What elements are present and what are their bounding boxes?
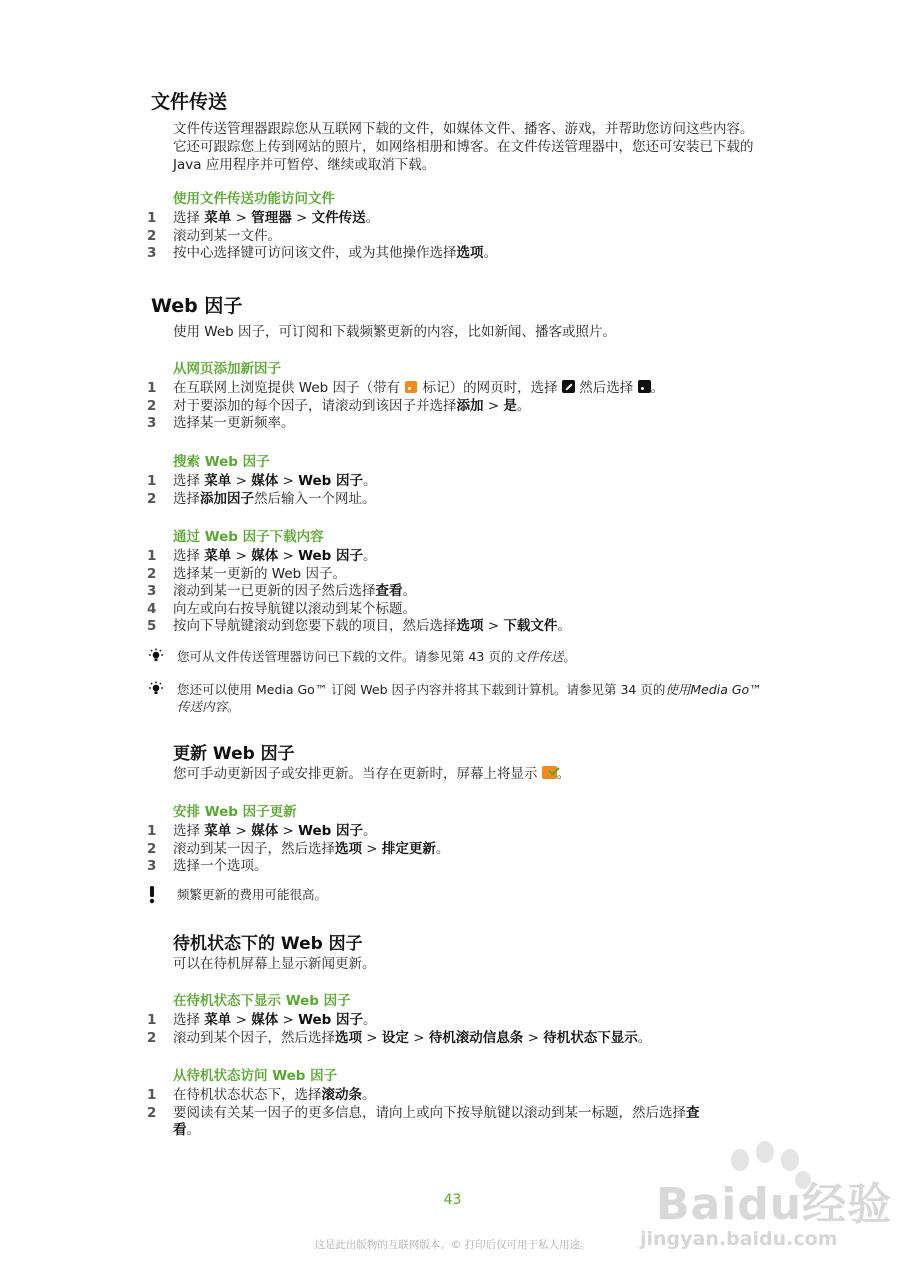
download-feed-steps <box>147 548 767 636</box>
add-feed-steps <box>147 380 767 433</box>
section-title-file-transfer: 文件传送 <box>151 91 228 113</box>
warning-icon <box>147 886 177 908</box>
watermark-brand: Baidu经验 <box>656 1179 893 1230</box>
step-item: 2 选择某一更新的 Web 因子。 <box>147 565 347 582</box>
step-item: 2 滚动到某一文件。 <box>147 227 281 244</box>
step-item: 2 选择添加因子然后输入一个网址。 <box>147 490 376 507</box>
tip-note: 您还可以使用 Media Go™ 订阅 Web 因子内容并将其下载到计算机。请参见第 34 页的使用Media Go™ 传送内容。 <box>147 681 767 715</box>
update-intro: 您可手动更新因子或安排更新。当存在更新时，屏幕上将显示 。 <box>173 766 571 782</box>
download-feed-subtitle: 通过 Web 因子下载内容 <box>173 529 324 545</box>
step-item: 5 按向下导航键滚动到您要下载的项目，然后选择选项 > 下载文件。 <box>147 618 571 635</box>
web-feeds-intro: 使用 Web 因子，可订阅和下载频繁更新的内容，比如新闻、播客或照片。 <box>173 324 617 340</box>
feed-icon <box>638 380 651 393</box>
step-item: 1 选择 菜单 > 媒体 > Web 因子。 <box>147 1012 377 1028</box>
standby-access-steps <box>147 1087 717 1140</box>
step-item: 4 向左或向右按导航键以滚动到某个标题。 <box>147 600 416 617</box>
standby-intro: 可以在待机屏幕上显示新闻更新。 <box>173 956 376 972</box>
step-item: 1 选择 菜单 > 管理器 > 文件传送。 <box>147 210 380 226</box>
warning-note: 频繁更新的费用可能很高。 <box>147 886 767 908</box>
step-item: 2 滚动到某个因子，然后选择选项 > 设定 > 待机滚动信息条 > 待机状态下显示。 <box>147 1029 652 1046</box>
rss-icon <box>405 381 417 393</box>
search-feed-steps <box>147 473 767 508</box>
step-item: 3 选择一个选项。 <box>147 858 268 875</box>
section-title-update: 更新 Web 因子 <box>173 744 295 764</box>
step-item: 2 滚动到某一因子，然后选择选项 > 排定更新。 <box>147 840 450 857</box>
file-transfer-intro: 文件传送管理器跟踪您从互联网下载的文件，如媒体文件、播客、游戏，并帮助您访问这些内容。它还可跟踪您上传到网站的照片，如网络相册和博客。在文件传送管理器中，您还可安装已下载的 Java 应用程序并可暂停、继续或取消下载。 <box>173 121 754 173</box>
step-item: 3 按中心选择键可访问该文件，或为其他操作选择选项。 <box>147 245 497 262</box>
tip-note: 您可从文件传送管理器访问已下载的文件。请参见第 43 页的文件传送。 <box>147 648 767 668</box>
step-item: 1 选择 菜单 > 媒体 > Web 因子。 <box>147 548 377 564</box>
file-transfer-subtitle: 使用文件传送功能访问文件 <box>173 191 335 207</box>
watermark-url: jingyan.baidu.com <box>640 1228 838 1250</box>
add-feed-subtitle: 从网页添加新因子 <box>173 361 281 377</box>
step-item: 1 在待机状态状态下，选择滚动条。 <box>147 1087 376 1103</box>
step-item: 1 选择 菜单 > 媒体 > Web 因子。 <box>147 823 377 839</box>
schedule-subtitle: 安排 Web 因子更新 <box>173 804 297 820</box>
step-item: 1 选择 菜单 > 媒体 > Web 因子。 <box>147 473 377 489</box>
step-item: 3 选择某一更新频率。 <box>147 415 295 432</box>
standby-show-subtitle: 在待机状态下显示 Web 因子 <box>173 993 351 1009</box>
section-title-standby: 待机状态下的 Web 因子 <box>173 934 363 954</box>
footer-note: 这是此出版物的互联网版本。© 打印后仅可用于私人用途。 <box>314 1239 591 1251</box>
standby-show-steps <box>147 1012 767 1047</box>
step-item: 1 在互联网上浏览提供 Web 因子（带有 标记）的网页时，选择 然后选择 。 <box>147 380 664 396</box>
update-icon <box>542 766 557 779</box>
step-item: 2 要阅读有关某一因子的更多信息，请向上或向下按导航键以滚动到某一标题，然后选择查看。 <box>147 1104 700 1139</box>
tip-icon <box>147 648 177 668</box>
step-item: 3 滚动到某一已更新的因子然后选择查看。 <box>147 583 416 600</box>
standby-access-subtitle: 从待机状态访问 Web 因子 <box>173 1068 338 1084</box>
section-title-web-feeds: Web 因子 <box>151 295 243 317</box>
page-number: 43 <box>443 1192 462 1208</box>
schedule-steps <box>147 823 767 876</box>
file-transfer-steps <box>147 210 767 263</box>
edit-icon <box>562 380 575 393</box>
tip-icon <box>147 681 177 715</box>
step-item: 2 对于要添加的每个因子，请滚动到该因子并选择添加 > 是。 <box>147 397 531 414</box>
search-feed-subtitle: 搜索 Web 因子 <box>173 454 270 470</box>
